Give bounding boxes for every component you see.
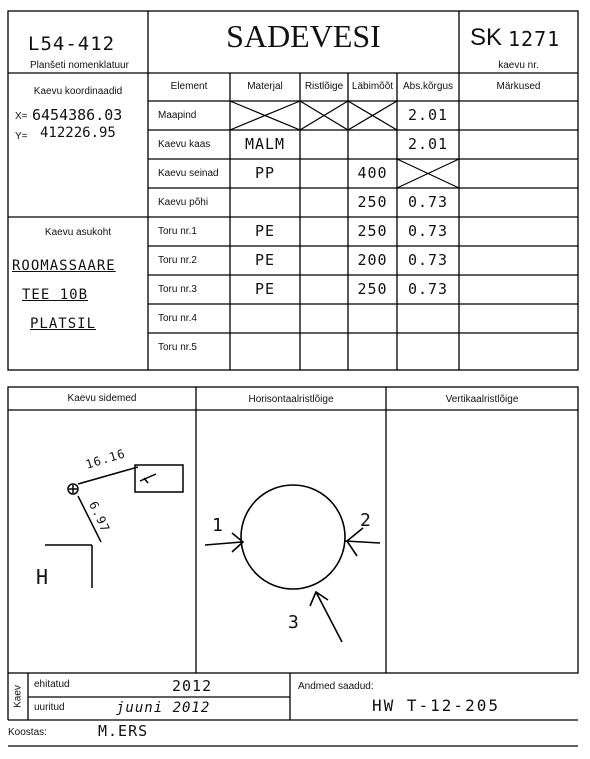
table-cell-abs: 0.73 <box>407 280 449 298</box>
coords-label: Kaevu koordinaadid <box>33 86 123 97</box>
coords-y-prefix: Y= <box>15 131 28 142</box>
well-id-label: kaevu nr. <box>498 60 539 71</box>
table-cell-element: Kaevu seinad <box>158 168 219 179</box>
location-label: Kaevu asukoht <box>44 227 112 238</box>
ehitatud-value: 2012 <box>172 677 213 695</box>
table-cell-abs: 2.01 <box>407 106 449 124</box>
section-sidemed-label: Kaevu sidemed <box>67 393 137 404</box>
table-cell-element: Toru nr.4 <box>158 313 197 324</box>
uuritud-value: juuni 2012 <box>116 700 211 716</box>
pipe-3-label: 3 <box>288 612 300 633</box>
koostas-value: M.ERS <box>98 722 149 740</box>
section-vertical-label: Vertikaalristlõige <box>445 394 519 405</box>
table-cell-materjal: MALM <box>244 135 286 153</box>
table-cell-element: Toru nr.3 <box>158 284 197 295</box>
table-cell-materjal: PE <box>254 251 276 269</box>
table-cell-abs: 2.01 <box>407 135 449 153</box>
andmed-label: Andmed saadud: <box>298 681 374 692</box>
section-horizontal-label: Horisontaalristlõige <box>248 394 334 405</box>
table-cell-element: Maapind <box>158 110 197 121</box>
coords-x-value: 6454386.03 <box>32 106 123 124</box>
table-cell-abs: 0.73 <box>407 222 449 240</box>
sidemed-sketch <box>45 465 183 588</box>
table-row <box>148 333 578 362</box>
table-header-cell: Element <box>170 81 208 92</box>
pipe-1-label: 1 <box>212 515 224 536</box>
andmed-value: HW T-12-205 <box>372 696 500 715</box>
location-line3: PLATSIL <box>30 316 97 332</box>
nomenclature-label: Planšeti nomenklatuur <box>30 60 129 71</box>
table-cell-materjal: PE <box>254 280 276 298</box>
table-cell-labimoot: 250 <box>357 193 388 211</box>
table-row <box>148 159 578 188</box>
table-header-cell: Abs.kõrgus <box>402 81 454 92</box>
coords-x-prefix: X= <box>15 111 28 122</box>
sketch-distance-1: 16.16 <box>83 446 128 472</box>
table-cell-element: Kaevu põhi <box>158 197 209 208</box>
table-cell-labimoot: 200 <box>357 251 388 269</box>
well-id-number: 1271 <box>508 27 561 51</box>
table-cell-element: Kaevu kaas <box>158 139 211 150</box>
footer-kaev-label: Kaev <box>12 685 24 708</box>
location-line1: ROOMASSAARE <box>12 258 116 274</box>
table-row <box>148 246 578 275</box>
table-cell-element: Toru nr.5 <box>158 342 197 353</box>
ehitatud-label: ehitatud <box>34 679 70 690</box>
table-header <box>148 73 578 101</box>
table-header-cell: Ristlõige <box>304 81 344 92</box>
table-cell-abs: 0.73 <box>407 193 449 211</box>
nomenclature-value: L54-412 <box>28 33 116 55</box>
table-row <box>148 101 578 130</box>
coords-y-value: 412226.95 <box>40 125 116 141</box>
table-row <box>148 304 578 333</box>
table-cell-element: Toru nr.2 <box>158 255 197 266</box>
location-line2: TEE 10B <box>22 287 89 303</box>
table-cell-labimoot: 400 <box>357 164 388 182</box>
sketch-house-label: H <box>36 565 50 589</box>
table-header-cell: Läbimõõt <box>351 81 394 92</box>
pipe-2-label: 2 <box>360 510 372 531</box>
page-title: SADEVESI <box>226 18 381 54</box>
table-header-cell: Märkused <box>496 81 541 92</box>
koostas-label: Koostas: <box>8 727 47 738</box>
table-row <box>148 275 578 304</box>
table-row <box>148 217 578 246</box>
table-header-cell: Materjal <box>247 81 283 92</box>
table-cell-materjal: PP <box>254 164 276 182</box>
table-row <box>148 130 578 159</box>
table-cell-element: Toru nr.1 <box>158 226 197 237</box>
table-cell-materjal: PE <box>254 222 276 240</box>
table-cell-labimoot: 250 <box>357 222 388 240</box>
well-id-prefix: SK <box>470 24 503 51</box>
table-cell-labimoot: 250 <box>357 280 388 298</box>
table-row <box>148 188 578 217</box>
uuritud-label: uuritud <box>34 702 65 713</box>
table-cell-abs: 0.73 <box>407 251 449 269</box>
sketch-distance-2: 6.97 <box>86 499 113 535</box>
